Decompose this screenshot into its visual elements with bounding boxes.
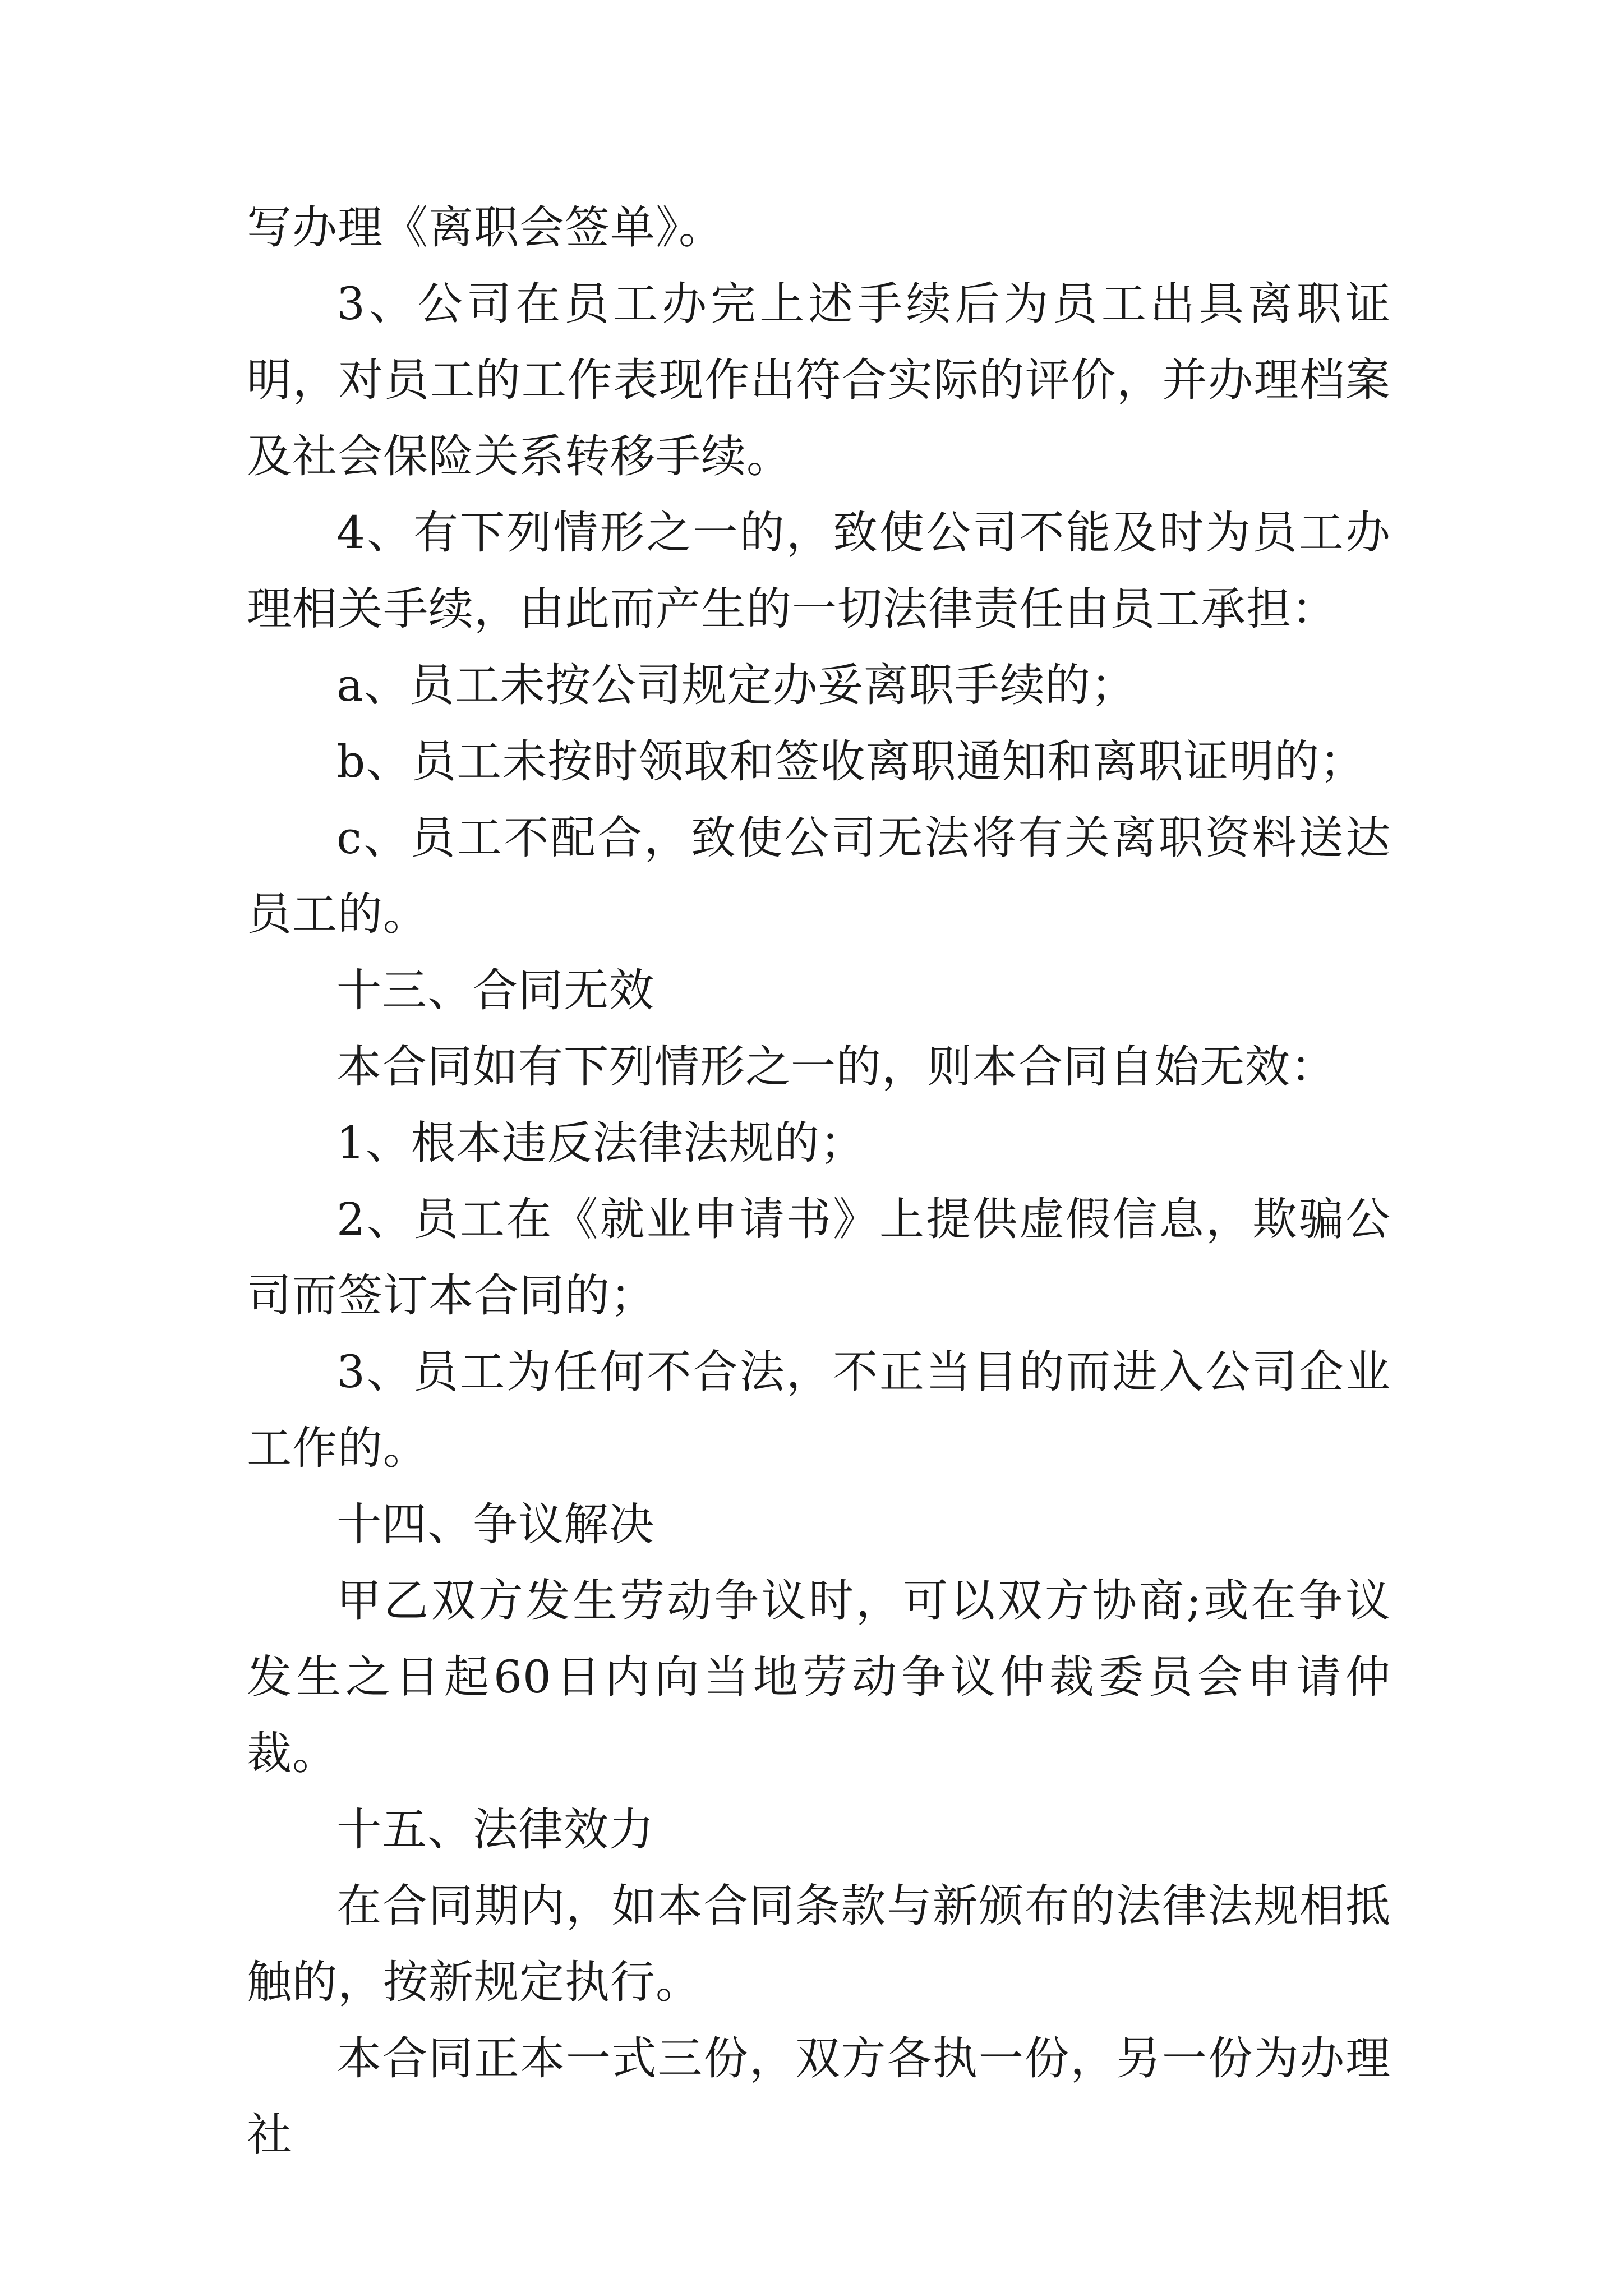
paragraph-dispute: 甲乙双方发生劳动争议时，可以双方协商;或在争议发生之日起60日内向当地劳动争议仲裁委员会申请仲裁。 bbox=[247, 1575, 1391, 1779]
paragraph-item-b: b、员工未按时领取和签收离职通知和离职证明的； bbox=[336, 735, 1366, 788]
paragraph-invalid-intro: 本合同如有下列情形之一的，则本合同自始无效： bbox=[336, 1041, 1336, 1093]
paragraph-clause-4-liability: 4、有下列情形之一的，致使公司不能及时为员工办理相关手续，由此而产生的一切法律责任由员工承担： bbox=[247, 507, 1391, 635]
paragraph-invalid-3: 3、员工为任何不合法，不正当目的而进入公司企业工作的。 bbox=[247, 1346, 1391, 1474]
paragraph-item-c: c、员工不配合，致使公司无法将有关离职资料送达员工的。 bbox=[247, 812, 1391, 940]
section-heading-15: 十五、法律效力 bbox=[336, 1803, 654, 1856]
paragraph-item-a: a、员工未按公司规定办妥离职手续的； bbox=[336, 659, 1136, 711]
paragraph-invalid-2: 2、员工在《就业申请书》上提供虚假信息，欺骗公司而签订本合同的； bbox=[247, 1193, 1391, 1322]
document-body bbox=[247, 190, 1391, 2173]
section-heading-13: 十三、合同无效 bbox=[336, 964, 654, 1016]
paragraph-legal-effect: 在合同期内，如本合同条款与新颁布的法律法规相抵触的，按新规定执行。 bbox=[247, 1880, 1391, 2008]
paragraph-invalid-1: 1、根本违反法律法规的； bbox=[336, 1117, 865, 1169]
section-heading-14: 十四、争议解决 bbox=[336, 1498, 654, 1550]
paragraph-continuation: 写办理《离职会签单》。 bbox=[247, 201, 724, 254]
paragraph-clause-3-certificate: 3、公司在员工办完上述手续后为员工出具离职证明，对员工的工作表现作出符合实际的评价，并办理档案及社会保险关系转移手续。 bbox=[247, 278, 1391, 482]
paragraph-copies: 本合同正本一式三份，双方各执一份，另一份为办理社 bbox=[247, 2032, 1391, 2161]
